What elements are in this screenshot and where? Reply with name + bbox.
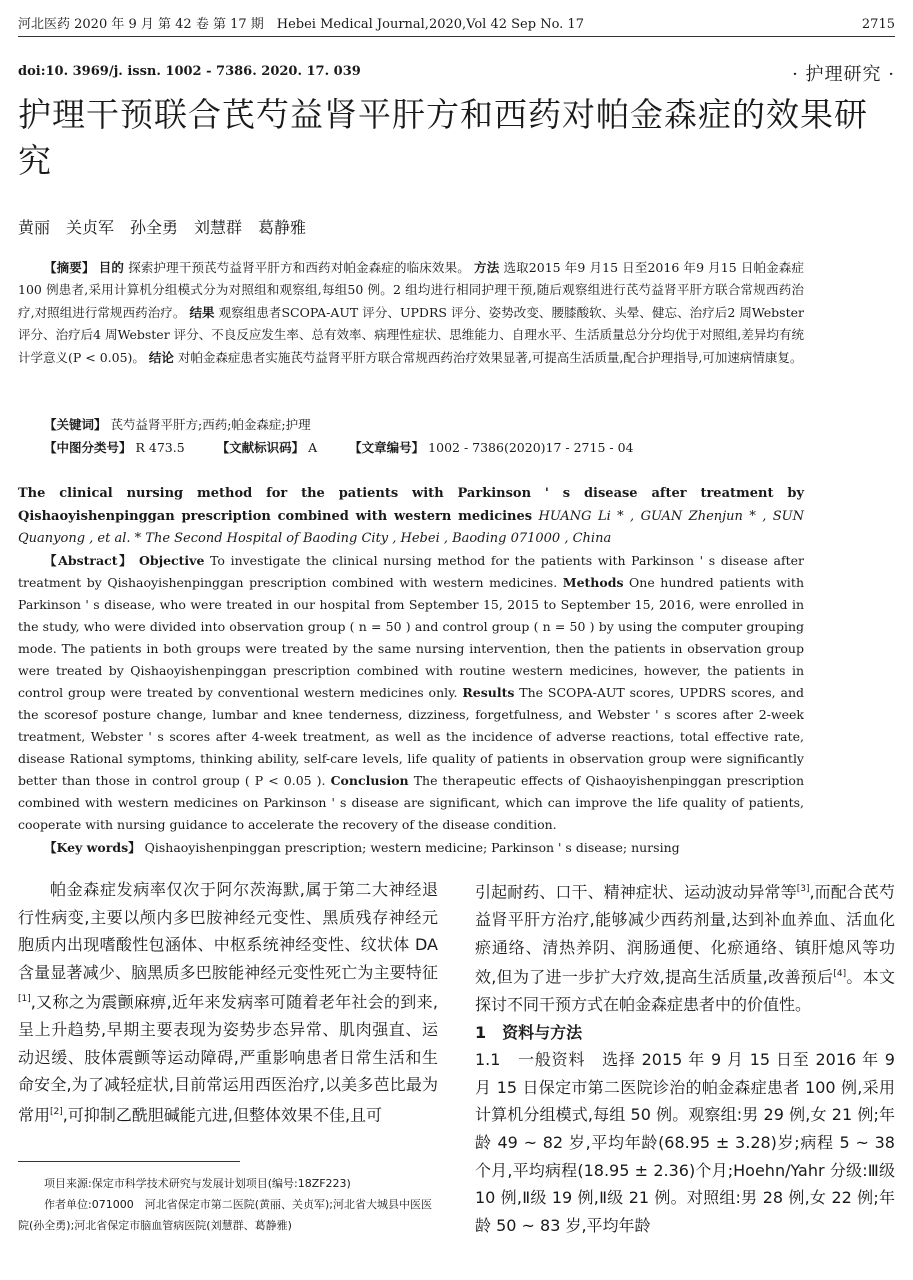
- methods-en-text: One hundred patients with Parkinson ' s disease, who were treated in our hospital from September 15, 2015 to September 15, 2016, were enrolled in the study, who were divided into observation group ( n = 50 ) and control group ( n = 50 ) by using the computer grouping mode. The patients in both groups were treated by the same nursing intervention, then the patients in observation group were treated by Qishaoyishenpinggan prescription combined with routine western medicines, however, the patients in control group were treated by conventional western medicines only.: [18, 575, 804, 700]
- abstract-en-label: 【Abstract】: [44, 553, 134, 568]
- body-column-left: [18, 876, 438, 1129]
- results-label: 结果: [189, 304, 215, 320]
- citation-4: [4]: [833, 969, 847, 980]
- section-tag: · 护理研究 ·: [792, 64, 895, 85]
- body-column-right: [475, 876, 895, 1239]
- objective-text: 探索护理干预芪芍益肾平肝方和西药对帕金森症的临床效果。: [128, 260, 470, 275]
- keywords-en-value: Qishaoyishenpinggan prescription; western medicine; Parkinson ' s disease; nursing: [144, 840, 680, 855]
- intro-text-3: ,可抑制乙酰胆碱能亢进,但整体效果不佳,且可: [62, 1105, 383, 1125]
- page-number: 2715: [861, 17, 895, 32]
- conclusion-label: 结论: [148, 349, 174, 365]
- article-number-label: 【文章编号】: [349, 440, 425, 455]
- clc-label: 【中图分类号】: [44, 440, 132, 455]
- affiliation-note: 作者单位:071000 河北省保定市第二医院(黄丽、关贞军);河北省大城县中医医院(孙全勇);河北省保定市脑血管病医院(刘慧群、葛静雅): [18, 1198, 432, 1232]
- keywords-en: [44, 837, 680, 859]
- running-header: [18, 14, 895, 37]
- doc-code-value: A: [308, 440, 318, 455]
- keywords-cn-value: 芪芍益肾平肝方;西药;帕金森症;护理: [110, 417, 311, 432]
- footnotes: [18, 1173, 438, 1236]
- classification-line: [44, 437, 662, 459]
- results-en-text: The SCOPA-AUT scores, UPDRS scores, and the scoresof posture change, lumbar and knee tenderness, dizziness, forgetfulness, and Webster ' s scores after 2-week treatment, Webster ' s scores after 4-week treatment, as well as the incidence of adverse reactions, total effective rate, disease Rational symptoms, thinking ability, self-care levels, life quality of patients in observation group were significantly better than those in control group ( P < 0.05 ).: [18, 685, 805, 788]
- general-data-paragraph: 1.1 一般资料 选择 2015 年 9 月 15 日至 2016 年 9 月 15 日保定市第二医院诊治的帕金森症患者 100 例,采用计算机分组模式,每组 50 例。观察组:男 29 例,女 21 例;年龄 49 ~ 82 岁,平均年龄(68.95 ± 3.28)岁;病程 5 ~ 38 个月,平均病程(18.95 ± 2.36)个月;Hoehn/Yahr 分级:Ⅲ级 10 例,Ⅱ级 19 例,Ⅱ级 21 例。对照组:男 28 例,女 22 例;年龄 50 ~ 83 岁,平均年龄: [475, 1050, 895, 1235]
- funding-note: 项目来源:保定市科学技术研究与发展计划项目(编号:18ZF223): [44, 1177, 351, 1190]
- intro-text-2: ,又称之为震颤麻痹,近年来发病率可随着老年社会的到来,呈上升趋势,早期主要表现为姿势步态异常、肌肉强直、运动迟缓、肢体震颤等运动障碍,严重影响患者日常生活和生命安全,为了减轻症状,目前常运用西医治疗,以美多芭比最为常用: [18, 992, 438, 1125]
- intro-cont-text-2: ,而配合芪芍益肾平肝方治疗,能够减少西药剂量,达到补血养血、活血化瘀通络、清热养阴、润肠通便、化瘀通络、镇肝熄风等功效,但为了进一步扩大疗效,提高生活质量,改善预后: [475, 882, 895, 987]
- abstract-en: [18, 550, 804, 836]
- citation-1: [1]: [18, 994, 31, 1005]
- results-en-label: Results: [462, 685, 515, 700]
- keywords-cn: [44, 414, 311, 436]
- objective-en-text: To investigate the clinical nursing method for the patients with Parkinson ' s disease after treatment by Qishaoyishenpinggan prescription combined with western medicines.: [18, 553, 804, 590]
- objective-label: 目的: [98, 260, 125, 275]
- intro-paragraph: [18, 876, 438, 1129]
- journal-citation: 河北医药 2020 年 9 月 第 42 卷 第 17 期 Hebei Medical Journal,2020,Vol 42 Sep No. 17: [18, 17, 584, 32]
- methods-en-label: Methods: [562, 575, 624, 590]
- article-number-value: 1002 - 7386(2020)17 - 2715 - 04: [428, 440, 634, 455]
- keywords-en-label: 【Key words】: [44, 840, 141, 855]
- intro-cont-text-3: 。本文探讨不同干预方式在帕金森症患者中的价值性。: [475, 967, 895, 1015]
- clc-value: R 473.5: [135, 440, 185, 455]
- section-heading-methods: 1 资料与方法: [475, 1022, 583, 1042]
- abstract-cn-label: 【摘要】: [44, 260, 95, 275]
- authors-cn: 黄丽 关贞军 孙全勇 刘慧群 葛静雅: [18, 218, 307, 237]
- authors-en: HUANG Li * , GUAN Zhenjun * , SUN Quanyong , et al. * The Second Hospital of Baoding City , Hebei , Baoding 071000 , China: [18, 508, 804, 546]
- intro-continued: [475, 876, 895, 1019]
- doi: doi:10. 3969/j. issn. 1002 - 7386. 2020. 17. 039: [18, 64, 361, 79]
- methods-label: 方法: [474, 260, 500, 275]
- conclusion-en-label: Conclusion: [330, 773, 409, 788]
- results-text: 观察组患者SCOPA-AUT 评分、UPDRS 评分、姿势改变、腰膝酸软、头晕、健忘、治疗后2 周Webster 评分、治疗后4 周Webster 评分、不良反应发生率、总有效率、病理性症状、思维能力、自理水平、生活质量总分分均优于对照组,差异均有统计学意义(P < 0.05)。: [18, 304, 804, 365]
- methods-text: 选取2015 年9 月15 日至2016 年9 月15 日帕金森症100 例患者,采用计算机分组模式分为对照组和观察组,每组50 例。2 组均进行相同护理干预,随后观察组进行芪芍益肾平肝方联合常规西药治疗,对照组进行常规西药治疗。: [18, 260, 804, 320]
- conclusion-en-text: The therapeutic effects of Qishaoyishenpinggan prescription combined with western medicines on Parkinson ' s disease are significant, which can improve the life quality of patients, cooperate with nursing guidance to accelerate the recovery of the disease condition.: [18, 773, 804, 832]
- doc-code-label: 【文献标识码】: [216, 440, 305, 455]
- objective-en-label: Objective: [138, 553, 205, 568]
- article-title-en: The clinical nursing method for the patients with Parkinson ' s disease after treatment by Qishaoyishenpinggan prescription combined with western medicines: [18, 486, 804, 524]
- keywords-cn-label: 【关键词】: [44, 417, 107, 432]
- conclusion-text: 对帕金森症患者实施芪芍益肾平肝方联合常规西药治疗效果显著,可提高生活质量,配合护理指导,可加速病情康复。: [177, 349, 803, 365]
- footnote-divider: [18, 1161, 240, 1162]
- english-title-block: [18, 483, 804, 551]
- abstract-cn: [18, 257, 804, 369]
- intro-cont-text-1: 引起耐药、口干、精神症状、运动波动异常等: [475, 882, 797, 902]
- citation-2: [2]: [50, 1107, 63, 1118]
- article-title-cn: 护理干预联合芪芍益肾平肝方和西药对帕金森症的效果研究: [18, 95, 868, 180]
- intro-text-1: 帕金森症发病率仅次于阿尔茨海默,属于第二大神经退行性病变,主要以颅内多巴胺神经元变性、黑质残存神经元胞质内出现嗜酸性包涵体、中枢系统神经变性、纹状体 DA 含量显著减少、脑黑质多巴胺能神经元变性死亡为主要特征: [18, 880, 438, 982]
- citation-3: [3]: [796, 884, 810, 894]
